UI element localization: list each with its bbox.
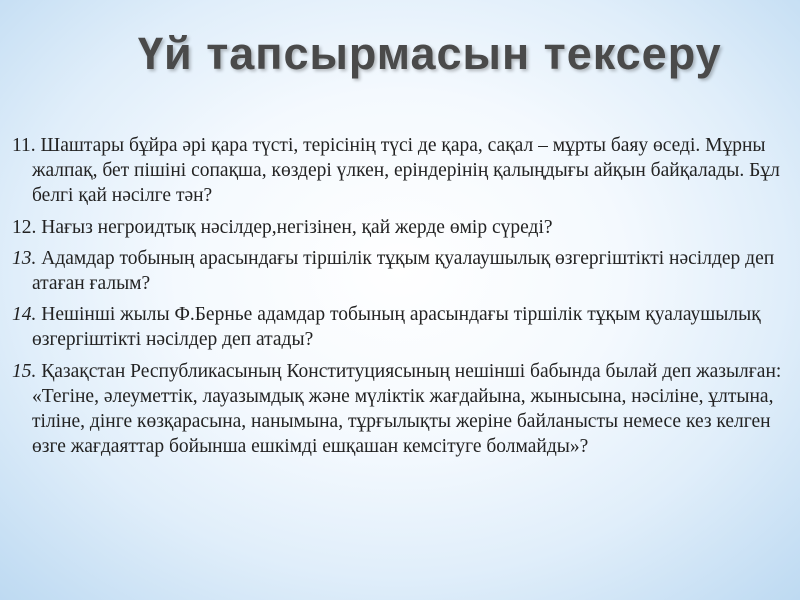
question-number: 11. — [12, 135, 36, 156]
question-item — [12, 133, 787, 209]
question-number: 12. — [12, 216, 37, 238]
question-text: Нешінші жылы Ф.Бернье адамдар тобының арасындағы тіршілік тұқым қуалаушылық өзгергіштікті нәсілдер деп атады? — [32, 304, 761, 351]
question-number: 15. — [12, 360, 37, 382]
question-number: 13. — [12, 247, 37, 269]
question-text: Шаштары бұйра әрі қара түсті, терісінің түсі де қара, сақал – мұрты баяу өседі. Мұрны жалпақ, бет пішіні сопақша, көздері үлкен, еріндерінің қалыңдығы айқын байқалады. Бұл белгі қай нәсілге тән? — [32, 135, 780, 207]
question-item — [12, 246, 787, 296]
slide-title: Үй тапсырмасын тексеру — [138, 28, 722, 79]
question-text: Қазақстан Республикасының Конституциясының нешінші бабында былай деп жазылған: «Тегіне, әлеуметтік, лауазымдық және мүліктік жағдайына, жынысына, нәсіліне, ұлтына, тіліне, дінге көзқарасына, нанымына, тұрғылықты жеріне байланысты немесе кез келген өзге жағдаяттар бойынша ешкімді ешқашан кемсітуге болмайды»? — [32, 360, 782, 458]
question-item — [12, 359, 787, 460]
question-list — [12, 133, 787, 465]
question-text: Нағыз негроидтық нәсілдер,негізінен, қай жерде өмір сүреді? — [36, 216, 553, 238]
question-number: 14. — [12, 304, 37, 326]
question-text: Адамдар тобының арасындағы тіршілік тұқым қуалаушылық өзгергіштікті нәсілдер деп атаған ғалым? — [32, 247, 775, 295]
question-item — [12, 302, 787, 352]
question-item — [12, 215, 787, 240]
